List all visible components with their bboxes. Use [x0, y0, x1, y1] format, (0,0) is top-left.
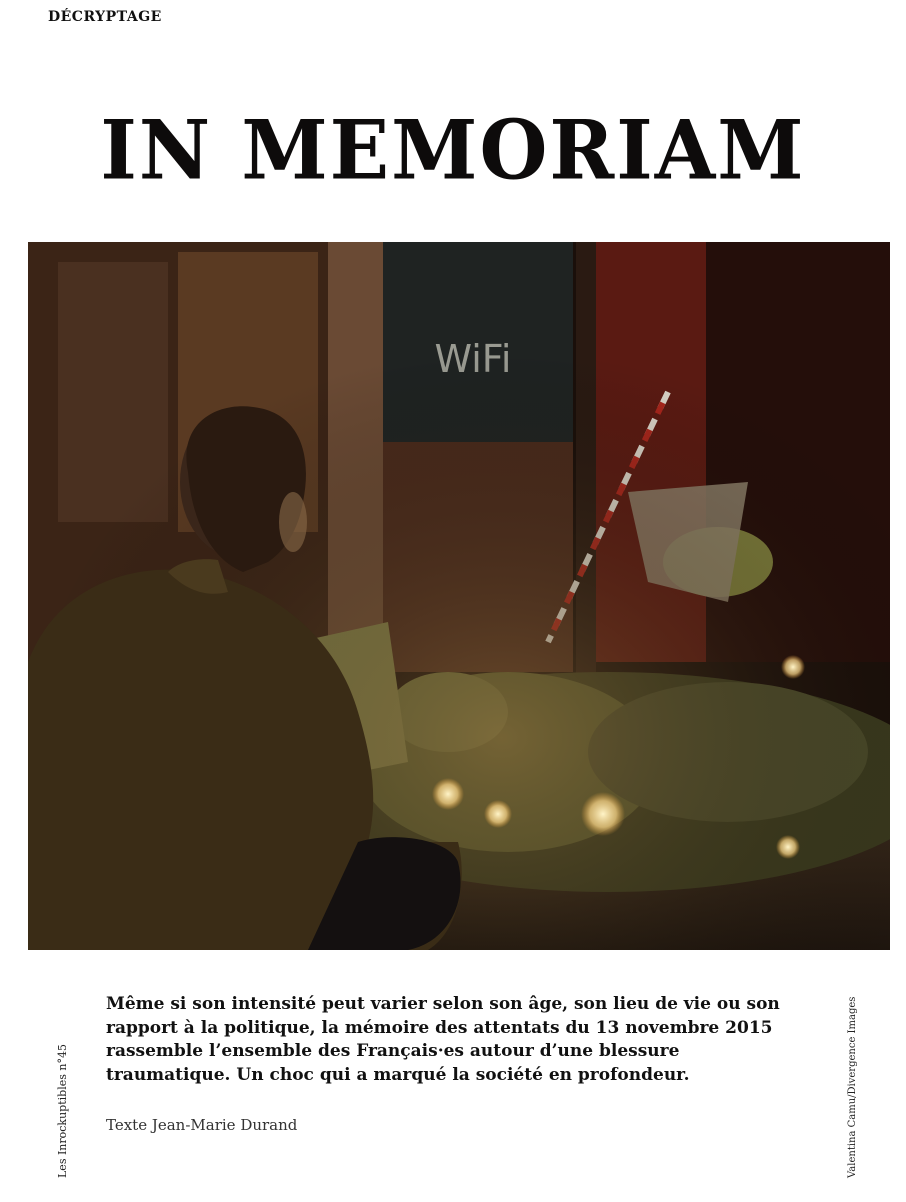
photo-credit: Valentina Camu/Divergence Images [847, 996, 858, 1178]
article-title: IN MEMORIAM [100, 102, 806, 199]
photo-illustration [28, 242, 890, 950]
memorial-photo [28, 242, 890, 950]
article-standfirst: Même si son intensité peut varier selon son âge, son lieu de vie ou son rapport à la politique, la mémoire des attentats du 13 novembre 2015 rassemble l’ensemble des Français·es autour d’une blessure traumatique. Un choc qui a marqué la société en profondeur. [106, 994, 780, 1085]
section-label: DÉCRYPTAGE [48, 9, 162, 25]
magazine-folio: Les Inrockuptibles n°45 [56, 1044, 69, 1178]
article-byline: Texte Jean-Marie Durand [106, 1116, 298, 1134]
